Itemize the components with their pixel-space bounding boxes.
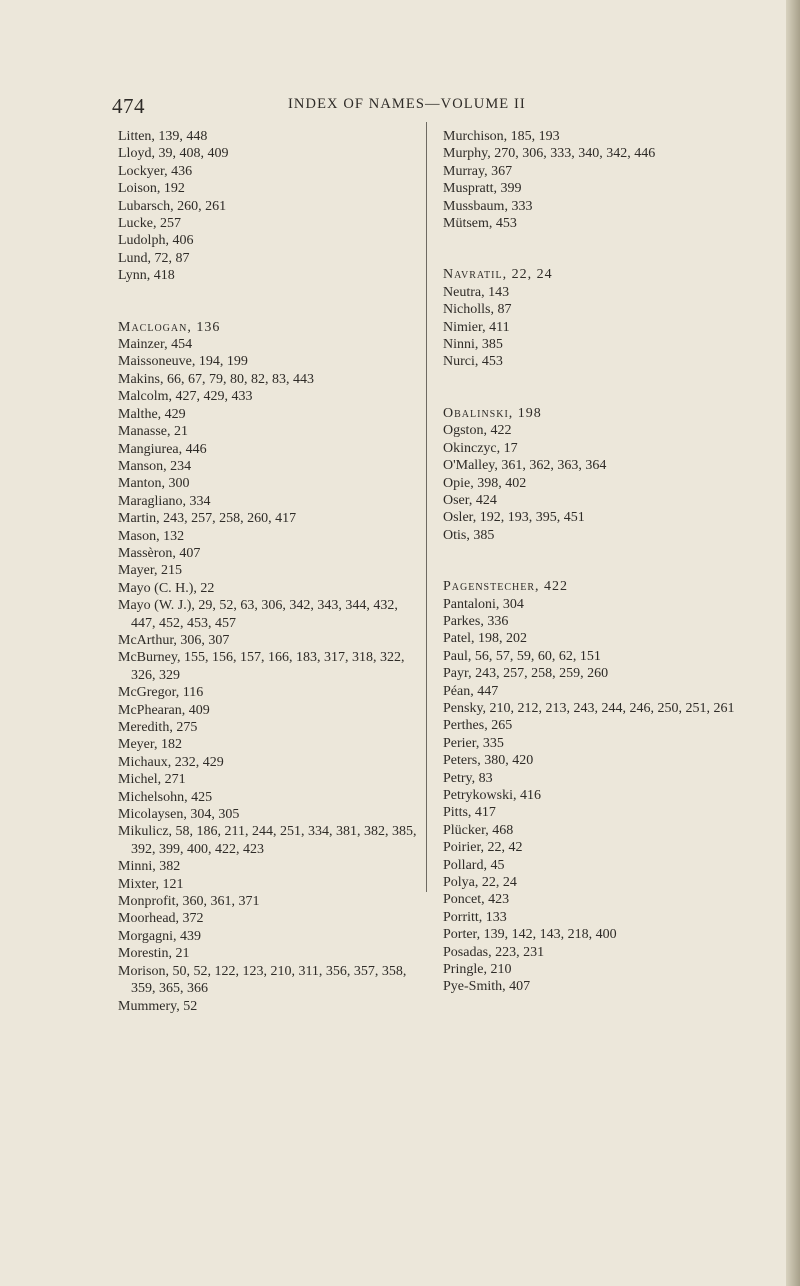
index-entry: Mayer, 215 xyxy=(118,563,182,579)
index-entry: Meredith, 275 xyxy=(118,720,198,735)
index-entry: Moorhead, 372 xyxy=(118,911,204,927)
index-entry: Malthe, 429 xyxy=(118,406,186,422)
index-entry: Minni, 382 xyxy=(118,859,181,875)
index-entry: Mangiurea, 446 xyxy=(118,441,207,457)
index-entry: Maissoneuve, 194, 199 xyxy=(118,354,248,370)
index-entry: Mikulicz, 58, 186, 211, 244, 251, 334, 381, 382, 385, 392, 399, 400, 422, 423 xyxy=(118,824,421,857)
index-entry: Malcolm, 427, 429, 433 xyxy=(118,389,253,405)
index-entry: Mütsem, 453 xyxy=(443,216,517,232)
index-entry: Petrykowski, 416 xyxy=(443,788,541,803)
index-entry: Morestin, 21 xyxy=(118,946,190,962)
index-entry: Morgagni, 439 xyxy=(118,928,201,944)
page-edge xyxy=(786,0,800,1286)
index-entry: Ludolph, 406 xyxy=(118,233,194,249)
index-entry: Posadas, 223, 231 xyxy=(443,944,545,960)
index-entry: Ogston, 422 xyxy=(443,423,512,439)
index-entry: Ninni, 385 xyxy=(443,337,503,353)
index-entry: Pantaloni, 304 xyxy=(443,596,524,612)
index-entry: Perier, 335 xyxy=(443,735,504,751)
index-entry: Pye-Smith, 407 xyxy=(443,979,531,995)
index-entry: Pringle, 210 xyxy=(443,962,512,978)
index-entry: Micolaysen, 304, 305 xyxy=(118,807,240,823)
index-entry: Morison, 50, 52, 122, 123, 210, 311, 356, 357, 358, 359, 365, 366 xyxy=(118,963,410,997)
index-entry: Mayo (C. H.), 22 xyxy=(118,580,215,596)
index-entry: Loison, 192 xyxy=(118,181,185,197)
index-entry: Lockyer, 436 xyxy=(118,163,193,179)
index-entry: Okinczyc, 17 xyxy=(443,440,518,456)
index-entry: Payr, 243, 257, 258, 259, 260 xyxy=(443,666,609,682)
index-entry: Manasse, 21 xyxy=(118,424,188,440)
index-entry: Mussbaum, 333 xyxy=(443,198,533,214)
index-entry: Michel, 271 xyxy=(118,772,186,788)
running-head: INDEX OF NAMES—VOLUME II xyxy=(288,96,526,112)
index-entry: McGregor, 116 xyxy=(118,685,204,701)
index-entry: Meyer, 182 xyxy=(118,737,182,753)
index-entry: Monprofit, 360, 361, 371 xyxy=(118,894,260,910)
index-entry: Pitts, 417 xyxy=(443,805,496,821)
index-entry: Perthes, 265 xyxy=(443,718,513,734)
index-entry: Porritt, 133 xyxy=(443,909,507,925)
index-entry: Makins, 66, 67, 79, 80, 82, 83, 443 xyxy=(118,371,314,387)
index-entry: O'Malley, 361, 362, 363, 364 xyxy=(443,458,607,474)
column-divider xyxy=(426,122,427,892)
index-entry: Maclogan, 136 xyxy=(118,319,221,335)
index-entry: Manson, 234 xyxy=(118,458,192,474)
index-entry: Plücker, 468 xyxy=(443,822,514,838)
index-entry: Paul, 56, 57, 59, 60, 62, 151 xyxy=(443,648,601,664)
index-entry: Polya, 22, 24 xyxy=(443,875,517,891)
index-entry: Mummery, 52 xyxy=(118,998,198,1014)
index-entry: Nicholls, 87 xyxy=(443,302,512,318)
index-entry: Poirier, 22, 42 xyxy=(443,840,523,856)
page-number: 474 xyxy=(112,94,145,118)
letter-group-gap xyxy=(443,232,773,266)
letter-group-gap xyxy=(118,285,418,319)
index-entry: Pagenstecher, 422 xyxy=(443,579,569,595)
letter-group-gap xyxy=(443,371,773,405)
index-entry: Mayo (W. J.), 29, 52, 63, 306, 342, 343, 344, 432, 447, 452, 453, 457 xyxy=(118,598,402,631)
index-entry: Mainzer, 454 xyxy=(118,337,193,353)
index-entry: Obalinski, 198 xyxy=(443,405,542,421)
index-entry: Pollard, 45 xyxy=(443,857,505,873)
index-entry: Peters, 380, 420 xyxy=(443,753,534,769)
index-entry: Petry, 83 xyxy=(443,770,493,786)
index-entry: McPhearan, 409 xyxy=(118,702,210,718)
index-entry: Lloyd, 39, 408, 409 xyxy=(118,146,229,162)
index-entry: Michelsohn, 425 xyxy=(118,789,213,805)
index-entry: Michaux, 232, 429 xyxy=(118,754,224,770)
index-entry: Murchison, 185, 193 xyxy=(443,129,560,144)
index-entry: Mixter, 121 xyxy=(118,876,184,892)
index-entry: Murray, 367 xyxy=(443,163,513,179)
index-entry: Osler, 192, 193, 395, 451 xyxy=(443,510,585,526)
index-entry: Péan, 447 xyxy=(443,683,499,699)
index-entry: Litten, 139, 448 xyxy=(118,129,208,144)
index-entry: Poncet, 423 xyxy=(443,892,510,908)
index-entry: Patel, 198, 202 xyxy=(443,631,527,647)
index-entry: Otis, 385 xyxy=(443,527,495,543)
index-entry: Maragliano, 334 xyxy=(118,493,211,509)
index-column-right xyxy=(443,128,773,996)
index-column-left xyxy=(118,128,421,1015)
letter-group-gap xyxy=(443,544,773,578)
index-entry: Martin, 243, 257, 258, 260, 417 xyxy=(118,511,297,527)
index-entry: Nimier, 411 xyxy=(443,319,510,335)
index-entry: Lubarsch, 260, 261 xyxy=(118,198,227,214)
index-entry: Navratil, 22, 24 xyxy=(443,267,553,283)
index-entry: McArthur, 306, 307 xyxy=(118,632,230,648)
index-entry: Mason, 132 xyxy=(118,528,185,544)
index-entry: Neutra, 143 xyxy=(443,284,510,300)
index-entry: Lucke, 257 xyxy=(118,216,181,232)
index-entry: Massèron, 407 xyxy=(118,545,201,561)
index-entry: Murphy, 270, 306, 333, 340, 342, 446 xyxy=(443,146,656,162)
index-entry: Manton, 300 xyxy=(118,476,190,492)
index-entry: Pensky, 210, 212, 213, 243, 244, 246, 250, 251, 261 xyxy=(443,700,735,716)
index-entry: Oser, 424 xyxy=(443,492,497,508)
index-entry: McBurney, 155, 156, 157, 166, 183, 317, 318, 322, 326, 329 xyxy=(118,650,408,683)
index-entry: Muspratt, 399 xyxy=(443,181,522,197)
index-entry: Opie, 398, 402 xyxy=(443,475,527,491)
index-entry: Parkes, 336 xyxy=(443,613,509,629)
index-entry: Nurci, 453 xyxy=(443,354,503,370)
index-entry: Porter, 139, 142, 143, 218, 400 xyxy=(443,927,617,943)
index-entry: Lynn, 418 xyxy=(118,268,175,284)
index-entry: Lund, 72, 87 xyxy=(118,250,190,266)
